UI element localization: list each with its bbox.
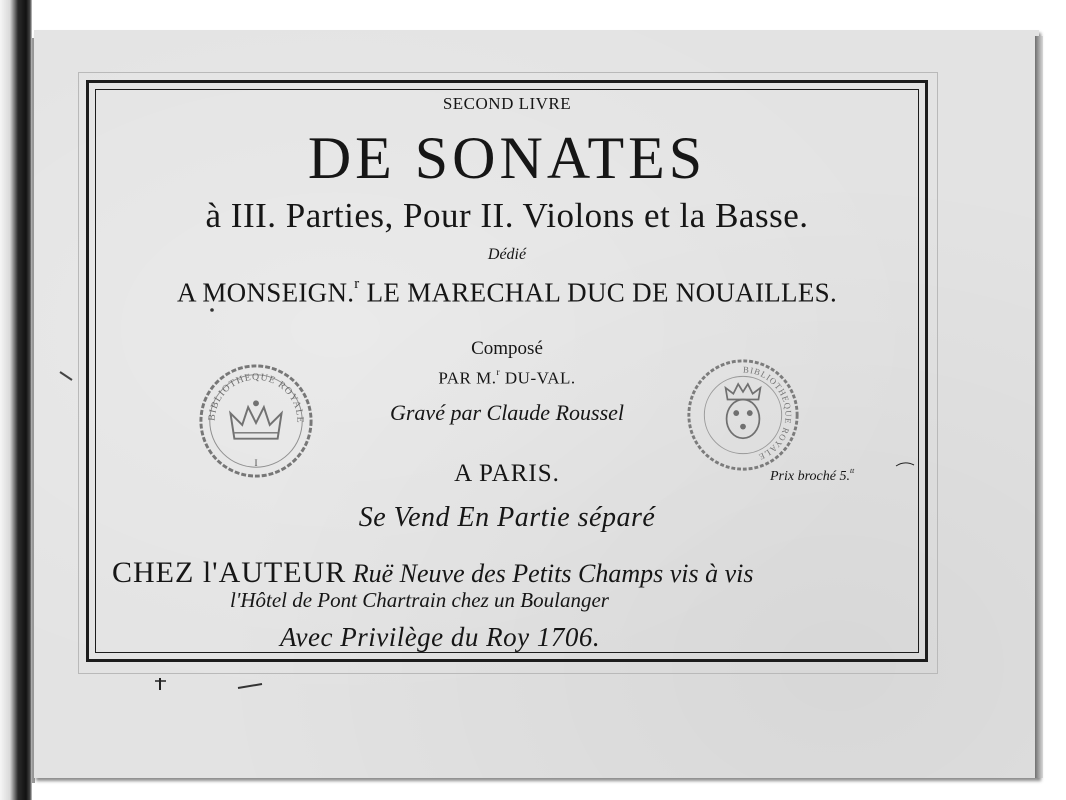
place-line: A PARIS. <box>454 460 560 487</box>
heading-second-livre: SECOND LIVRE <box>442 94 572 113</box>
dedicatee-part-b: LE MARECHAL DUC DE NOUAILLES. <box>359 277 838 308</box>
composer-part-b: DU-VAL. <box>500 368 576 388</box>
composer-part-a: PAR M. <box>438 368 497 388</box>
dedicatee-part-a: A MONSEIGN. <box>176 277 355 308</box>
composer-superscript: r <box>496 368 501 378</box>
compose-label: Composé <box>471 338 543 359</box>
price-superscript: tt <box>849 466 855 475</box>
stamp-left-text: BIBLIOTHEQUE ROYALE <box>206 371 306 424</box>
engraver-line: Gravé par Claude Roussel <box>389 400 625 425</box>
sale-line: Se Vend En Partie séparé <box>358 502 656 533</box>
address-street: Ruë Neuve des Petits Champs vis à vis <box>346 559 754 588</box>
stamp-right-text: BIBLIOTHEQUE ROYALE <box>742 364 794 463</box>
dedication-label: Dédié <box>487 246 527 263</box>
heading-de-sonates: DE SONATES <box>307 125 707 191</box>
address-line-2: l'Hôtel de Pont Chartrain chez un Boulanger <box>230 588 609 612</box>
dedicatee-superscript: r <box>354 276 360 292</box>
price-text: Prix broché 5. <box>770 468 850 484</box>
address-author: CHEZ l'AUTEUR <box>112 556 347 589</box>
stamp-left-number: I <box>254 458 258 470</box>
privilege-line: Avec Privilège du Roy 1706. <box>280 622 601 652</box>
subtitle-parties: à III. Parties, Pour II. Violons et la Basse. <box>205 196 809 235</box>
